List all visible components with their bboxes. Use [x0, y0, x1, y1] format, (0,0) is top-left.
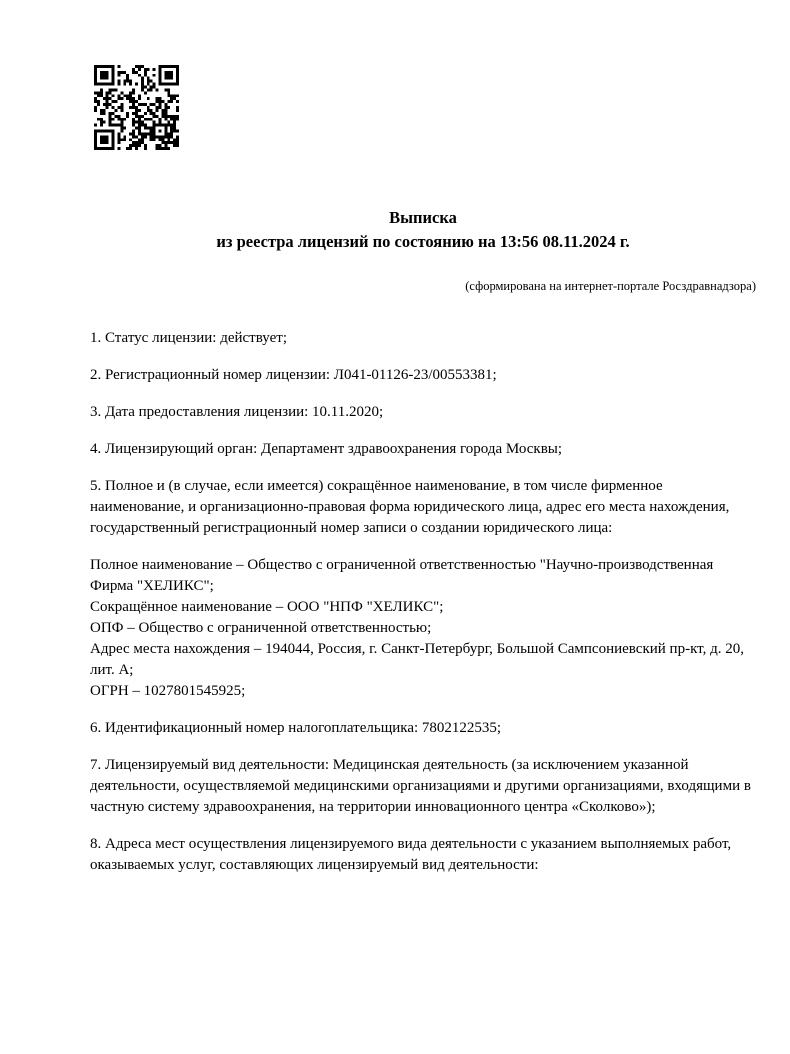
document-title-line1: Выписка: [389, 208, 457, 227]
document-body: [90, 328, 756, 892]
document-title-line2: из реестра лицензий по состоянию на 13:56 08.11.2024 г.: [216, 232, 630, 251]
item-licensing-authority: 4. Лицензирующий орган: Департамент здравоохранения города Москвы;: [90, 441, 563, 457]
organization-details: [90, 555, 756, 702]
item-grant-date: 3. Дата предоставления лицензии: 10.11.2020;: [90, 404, 384, 420]
item-inn: 6. Идентификационный номер налогоплательщика: 7802122535;: [90, 720, 502, 736]
item-licensed-activity: 7. Лицензируемый вид деятельности: Медицинская деятельность (за исключением указанной деятельности, осуществляемой медицинскими организациями и другими организациями, входящими в частную систему здравоохранения, на территории инновационного центра «Сколково»);: [90, 757, 751, 815]
org-ogrn: ОГРН – 1027801545925;: [90, 683, 246, 699]
org-full-name: Полное наименование – Общество с ограниченной ответственностью "Научно-производственная Фирма "ХЕЛИКС";: [90, 557, 714, 594]
document-title: [90, 206, 756, 254]
org-legal-form: ОПФ – Общество с ограниченной ответственностью;: [90, 620, 432, 636]
item-activity-addresses-heading: 8. Адреса мест осуществления лицензируемого вида деятельности с указанием выполняемых работ, оказываемых услуг, составляющих лицензируемый вид деятельности:: [90, 836, 732, 873]
org-address: Адрес места нахождения – 194044, Россия, г. Санкт-Петербург, Большой Сампсониевский пр-кт, д. 20, лит. А;: [90, 641, 744, 678]
qr-code-icon: [94, 65, 179, 150]
org-short-name: Сокращённое наименование – ООО "НПФ "ХЕЛИКС";: [90, 599, 444, 615]
item-entity-name-heading: 5. Полное и (в случае, если имеется) сокращённое наименование, в том числе фирменное наименование, и организационно-правовая форма юридического лица, адрес его места нахождения, государственный регистрационный номер записи о создании юридического лица:: [90, 478, 730, 536]
formation-note: (сформирована на интернет-портале Росздравнадзора): [465, 279, 756, 293]
item-license-status: 1. Статус лицензии: действует;: [90, 330, 287, 346]
item-registration-number: 2. Регистрационный номер лицензии: Л041-01126-23/00553381;: [90, 367, 497, 383]
